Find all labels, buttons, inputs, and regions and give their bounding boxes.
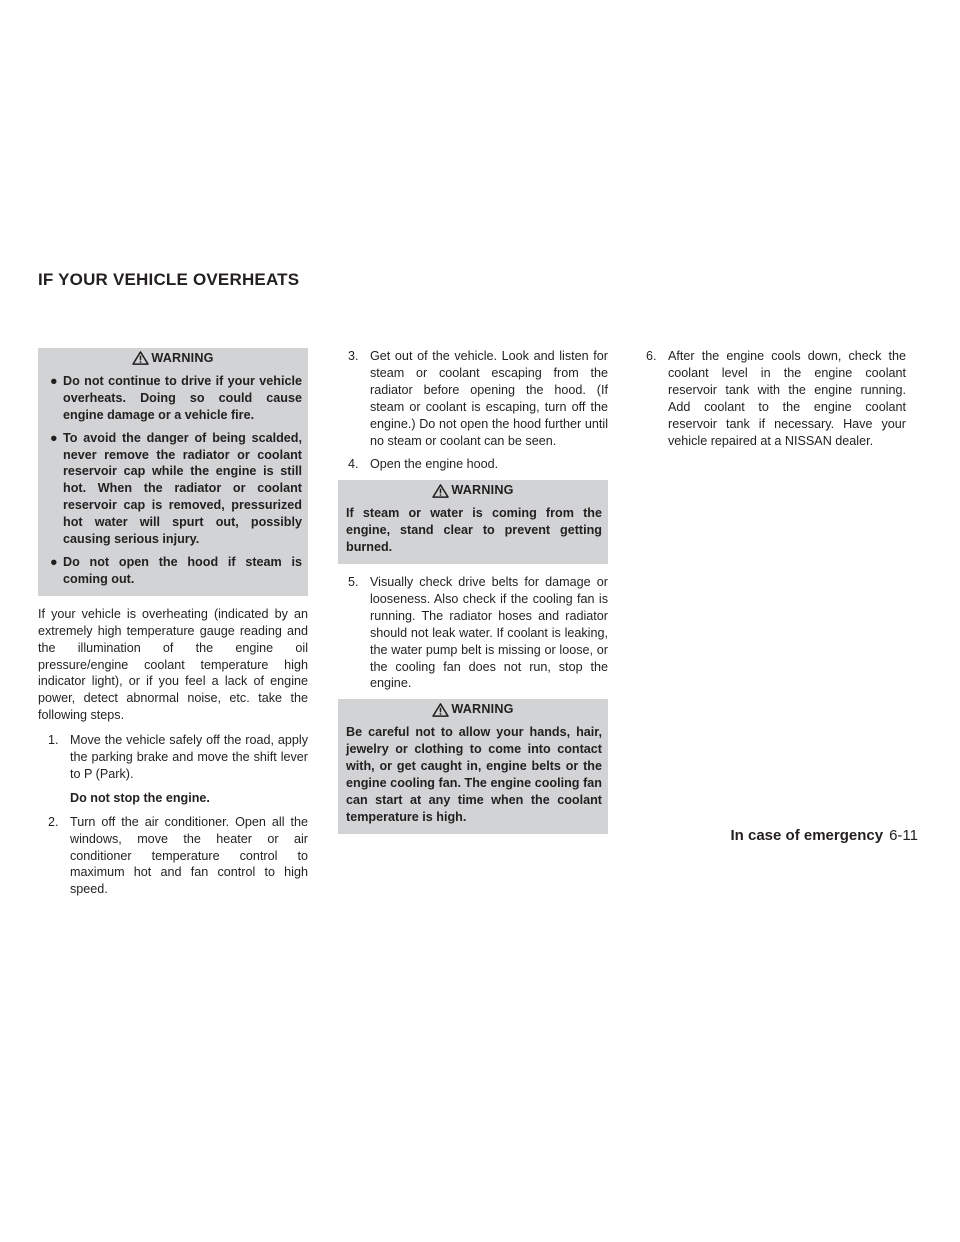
bullet-icon: ● — [50, 373, 58, 388]
warning-label: WARNING — [451, 483, 514, 498]
warning-box-1 — [38, 348, 308, 596]
warning-triangle-icon — [432, 484, 449, 498]
step-4: 4. Open the engine hood. — [348, 457, 499, 472]
intro-paragraph: If your vehicle is overheating (indicated by an extremely high temperature gauge reading and the illumination of the engine oil pressure/engine coolant temperature high indicator light), or if you feel a lack of engine power, detect abnormal noise, etc. take the following steps. — [38, 606, 308, 723]
warning-header — [38, 348, 308, 373]
warning-label: WARNING — [451, 702, 514, 717]
step-5: 5. Visually check drive belts for damage or looseness. Also check if the cooling fan is running. The radiator hoses and radiator should not leak water. If coolant is leaking, the water pump belt is missing or loose, or the cooling fan does not run, stop the engine. — [348, 574, 608, 691]
warning-text: If steam or water is coming from the engine, stand clear to prevent getting burned. — [346, 506, 602, 555]
column-1 — [38, 348, 308, 905]
page-number: 6-11 — [889, 827, 918, 844]
page-footer — [731, 827, 919, 844]
warning-header — [338, 699, 608, 724]
column-3 — [636, 348, 906, 456]
warning-box-2 — [338, 480, 608, 564]
warning-triangle-icon — [432, 703, 449, 717]
warning-text: Be careful not to allow your hands, hair, jewelry or clothing to come into contact with, or get caught in, engine belts or the engine cooling fan. The engine cooling fan can start at any time when the coolant temperature is high. — [346, 725, 602, 824]
warning-item: ● To avoid the danger of being scalded, never remove the radiator or coolant reservoir cap while the engine is still hot. When the radiator or coolant reservoir cap is removed, pressurized hot water will spurt out, possibly causing serious injury. — [50, 430, 302, 547]
step-6: 6. After the engine cools down, check the coolant level in the engine coolant reservoir tank with the engine running. Add coolant to the engine coolant reservoir tank if necessary. Have your vehicle repaired at a NISSAN dealer. — [646, 349, 906, 448]
warning-triangle-icon — [132, 351, 149, 365]
warning-label: WARNING — [151, 351, 214, 365]
warning-item: ● Do not open the hood if steam is coming out. — [50, 554, 302, 586]
section-title: IF YOUR VEHICLE OVERHEATS — [38, 270, 300, 289]
warning-item: ● Do not continue to drive if your vehicle overheats. Doing so could cause engine damage or a vehicle fire. — [50, 373, 302, 422]
step-2: 2. Turn off the air conditioner. Open all the windows, move the heater or air conditioner temperature control to maximum hot and fan control to high speed. — [48, 814, 308, 897]
step-3: 3. Get out of the vehicle. Look and listen for steam or coolant escaping from the radiator before opening the hood. (If steam or coolant is escaping, turn off the engine.) Do not open the hood further until no steam or coolant can be seen. — [348, 349, 608, 448]
chapter-title: In case of emergency — [730, 827, 884, 844]
warning-box-3 — [338, 699, 608, 833]
step-1: 1. Move the vehicle safely off the road, apply the parking brake and move the shift lever to P (Park). — [48, 733, 308, 781]
step-1-note: Do not stop the engine. — [70, 790, 210, 805]
bullet-icon: ● — [50, 554, 58, 569]
bullet-icon: ● — [50, 430, 58, 445]
column-2 — [338, 348, 608, 844]
warning-header — [338, 480, 608, 505]
